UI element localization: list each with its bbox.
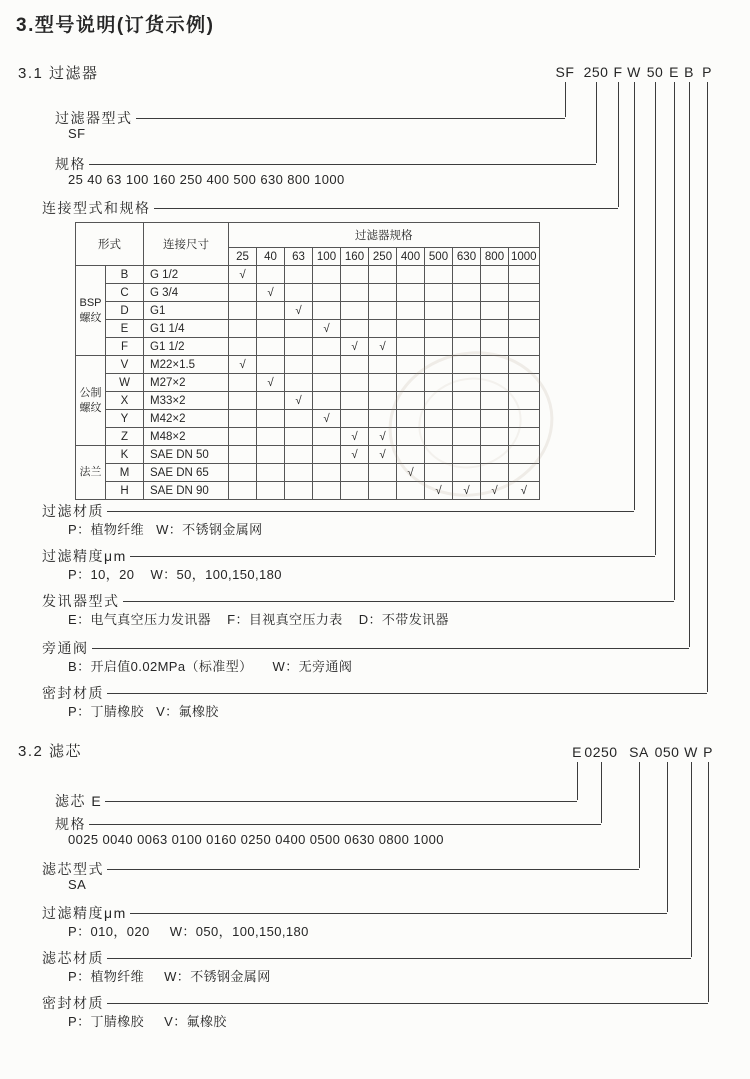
empty-cell xyxy=(341,356,369,374)
leader-line-h xyxy=(105,801,577,802)
item-value: P：植物纤维 W：不锈钢金属网 xyxy=(68,969,271,984)
empty-cell xyxy=(509,284,540,302)
type-letter-cell: M xyxy=(106,464,144,482)
item-label: 滤芯 E xyxy=(55,792,103,809)
empty-cell xyxy=(257,320,285,338)
check-mark-cell: √ xyxy=(229,356,257,374)
connection-size-cell: SAE DN 50 xyxy=(144,446,229,464)
empty-cell xyxy=(313,464,341,482)
item-value: 0025 0040 0063 0100 0160 0250 0400 0500 0630 0800 1000 xyxy=(68,832,444,847)
leader-line-v xyxy=(707,82,708,692)
empty-cell xyxy=(369,356,397,374)
item-value: P：丁腈橡胶 V：氟橡胶 xyxy=(68,1014,227,1029)
empty-cell xyxy=(229,428,257,446)
empty-cell xyxy=(313,446,341,464)
empty-cell xyxy=(425,338,453,356)
empty-cell xyxy=(369,284,397,302)
table-row xyxy=(76,320,540,338)
item-label: 滤芯型式 xyxy=(42,860,104,877)
leader-line-v xyxy=(577,762,578,800)
connection-group-label: BSP螺纹 xyxy=(76,266,106,356)
empty-cell xyxy=(285,464,313,482)
leader-line-v xyxy=(667,762,668,912)
type-letter-cell: D xyxy=(106,302,144,320)
empty-cell xyxy=(229,320,257,338)
model-code-segment: B xyxy=(684,64,694,80)
empty-cell xyxy=(369,302,397,320)
empty-cell xyxy=(341,284,369,302)
type-letter-cell: K xyxy=(106,446,144,464)
leader-line-h xyxy=(154,208,619,209)
empty-cell xyxy=(313,284,341,302)
leader-line-v xyxy=(674,82,675,600)
item-value: 25 40 63 100 160 250 400 500 630 800 1000 xyxy=(68,172,345,187)
check-mark-cell: √ xyxy=(229,266,257,284)
s1-item-seal-material xyxy=(42,684,707,701)
type-letter-cell: H xyxy=(106,482,144,500)
type-letter-cell: V xyxy=(106,356,144,374)
s1-item-filtration-accuracy xyxy=(42,547,655,564)
empty-cell xyxy=(453,302,481,320)
empty-cell xyxy=(313,482,341,500)
item-value: SA xyxy=(68,877,87,892)
section1-heading: 3.1 过滤器 xyxy=(18,65,99,82)
item-label: 规格 xyxy=(55,815,86,832)
leader-line-v xyxy=(601,762,602,823)
empty-cell xyxy=(397,320,425,338)
empty-cell xyxy=(229,338,257,356)
item-label: 规格 xyxy=(55,155,86,172)
check-mark-cell: √ xyxy=(369,428,397,446)
empty-cell xyxy=(285,320,313,338)
item-label: 发讯器型式 xyxy=(42,592,120,609)
empty-cell xyxy=(341,302,369,320)
model-code-segment: SA xyxy=(629,744,649,760)
empty-cell xyxy=(453,266,481,284)
leader-line-h xyxy=(136,118,566,119)
empty-cell xyxy=(509,320,540,338)
leader-line-h xyxy=(107,693,707,694)
check-mark-cell: √ xyxy=(481,482,509,500)
connection-size-cell: M22×1.5 xyxy=(144,356,229,374)
check-mark-cell: √ xyxy=(285,302,313,320)
type-letter-cell: Z xyxy=(106,428,144,446)
check-mark-cell: √ xyxy=(341,428,369,446)
type-letter-cell: E xyxy=(106,320,144,338)
spec-column-header: 630 xyxy=(453,248,481,266)
empty-cell xyxy=(257,302,285,320)
spec-column-header: 160 xyxy=(341,248,369,266)
empty-cell xyxy=(425,266,453,284)
leader-line-h xyxy=(130,556,655,557)
table-row xyxy=(76,266,540,284)
item-label: 过滤器型式 xyxy=(55,109,133,126)
connection-size-cell: M27×2 xyxy=(144,374,229,392)
empty-cell xyxy=(229,374,257,392)
item-label: 过滤精度μm xyxy=(42,904,127,921)
s2-item-seal-material xyxy=(42,994,708,1011)
empty-cell xyxy=(229,482,257,500)
empty-cell xyxy=(229,446,257,464)
type-letter-cell: C xyxy=(106,284,144,302)
empty-cell xyxy=(285,356,313,374)
leader-line-h xyxy=(107,511,634,512)
check-mark-cell: √ xyxy=(313,410,341,428)
filter-spec-header: 过滤器规格 xyxy=(229,223,540,248)
model-code-segment: E xyxy=(572,744,582,760)
check-mark-cell: √ xyxy=(285,392,313,410)
leader-line-h xyxy=(89,824,601,825)
check-mark-cell: √ xyxy=(257,374,285,392)
item-label: 密封材质 xyxy=(42,684,104,701)
spec-column-header: 400 xyxy=(397,248,425,266)
empty-cell xyxy=(481,284,509,302)
empty-cell xyxy=(509,302,540,320)
empty-cell xyxy=(313,356,341,374)
empty-cell xyxy=(369,482,397,500)
item-label: 过滤精度μm xyxy=(42,547,127,564)
empty-cell xyxy=(229,284,257,302)
empty-cell xyxy=(257,410,285,428)
s2-item-element-type xyxy=(42,860,639,877)
empty-cell xyxy=(369,320,397,338)
connection-size-cell: M48×2 xyxy=(144,428,229,446)
model-code-segment: SF xyxy=(555,64,575,80)
empty-cell xyxy=(285,428,313,446)
empty-cell xyxy=(285,482,313,500)
page-title: 3.型号说明(订货示例) xyxy=(16,15,215,36)
empty-cell xyxy=(313,266,341,284)
s2-item-element-code xyxy=(55,792,577,809)
empty-cell xyxy=(313,302,341,320)
empty-cell xyxy=(257,428,285,446)
s1-item-filter-type xyxy=(55,109,565,126)
type-letter-cell: X xyxy=(106,392,144,410)
check-mark-cell: √ xyxy=(341,446,369,464)
empty-cell xyxy=(285,266,313,284)
leader-line-v xyxy=(565,82,566,117)
empty-cell xyxy=(453,320,481,338)
model-code-segment: 0250 xyxy=(584,744,618,760)
empty-cell xyxy=(229,464,257,482)
empty-cell xyxy=(257,464,285,482)
s1-item-bypass-valve xyxy=(42,639,689,656)
item-value: B：开启值0.02MPa（标准型） W：无旁通阀 xyxy=(68,659,353,674)
empty-cell xyxy=(257,338,285,356)
empty-cell xyxy=(313,338,341,356)
leader-line-v xyxy=(689,82,690,647)
empty-cell xyxy=(341,374,369,392)
spec-column-header: 800 xyxy=(481,248,509,266)
empty-cell xyxy=(341,410,369,428)
table-header-row xyxy=(76,223,540,248)
model-code-segment: 50 xyxy=(646,64,664,80)
empty-cell xyxy=(341,320,369,338)
check-mark-cell: √ xyxy=(341,338,369,356)
empty-cell xyxy=(481,266,509,284)
empty-cell xyxy=(369,266,397,284)
empty-cell xyxy=(341,464,369,482)
empty-cell xyxy=(397,284,425,302)
empty-cell xyxy=(341,392,369,410)
connection-group-label: 公制螺纹 xyxy=(76,356,106,446)
model-code-segment: P xyxy=(702,64,712,80)
s2-item-spec xyxy=(55,815,601,832)
item-value: P：植物纤维 W：不锈钢金属网 xyxy=(68,522,263,537)
empty-cell xyxy=(509,266,540,284)
empty-cell xyxy=(313,392,341,410)
empty-cell xyxy=(397,302,425,320)
connection-size-cell: SAE DN 65 xyxy=(144,464,229,482)
leader-line-h xyxy=(89,164,596,165)
check-mark-cell: √ xyxy=(453,482,481,500)
leader-line-h xyxy=(130,913,667,914)
type-letter-cell: Y xyxy=(106,410,144,428)
leader-line-v xyxy=(655,82,656,555)
empty-cell xyxy=(229,392,257,410)
table-row xyxy=(76,284,540,302)
item-label: 旁通阀 xyxy=(42,639,89,656)
model-code-segment: W xyxy=(627,64,641,80)
s1-item-filter-material xyxy=(42,502,634,519)
form-header: 形式 xyxy=(76,223,144,266)
leader-line-v xyxy=(618,82,619,207)
connection-size-cell: SAE DN 90 xyxy=(144,482,229,500)
spec-column-header: 63 xyxy=(285,248,313,266)
connection-size-cell: M42×2 xyxy=(144,410,229,428)
spec-column-header: 25 xyxy=(229,248,257,266)
empty-cell xyxy=(397,338,425,356)
item-value: P：10，20 W：50，100,150,180 xyxy=(68,567,282,582)
type-letter-cell: F xyxy=(106,338,144,356)
table-row xyxy=(76,302,540,320)
item-label: 过滤材质 xyxy=(42,502,104,519)
empty-cell xyxy=(369,464,397,482)
empty-cell xyxy=(285,338,313,356)
s2-item-element-material xyxy=(42,949,691,966)
spec-column-header: 1000 xyxy=(509,248,540,266)
empty-cell xyxy=(481,320,509,338)
leader-line-h xyxy=(107,1003,708,1004)
check-mark-cell: √ xyxy=(425,482,453,500)
connection-size-cell: G 3/4 xyxy=(144,284,229,302)
leader-line-v xyxy=(691,762,692,957)
empty-cell xyxy=(257,356,285,374)
s2-item-filtration-accuracy xyxy=(42,904,667,921)
empty-cell xyxy=(285,284,313,302)
item-label: 连接型式和规格 xyxy=(42,199,151,216)
empty-cell xyxy=(313,374,341,392)
leader-line-v xyxy=(634,82,635,510)
empty-cell xyxy=(257,482,285,500)
model-code-segment: P xyxy=(703,744,713,760)
empty-cell xyxy=(397,266,425,284)
empty-cell xyxy=(229,410,257,428)
check-mark-cell: √ xyxy=(369,446,397,464)
check-mark-cell: √ xyxy=(397,464,425,482)
connection-size-cell: G1 xyxy=(144,302,229,320)
leader-line-v xyxy=(639,762,640,868)
model-code-segment: 050 xyxy=(654,744,680,760)
empty-cell xyxy=(257,392,285,410)
check-mark-cell: √ xyxy=(257,284,285,302)
model-code-segment: F xyxy=(613,64,623,80)
empty-cell xyxy=(369,374,397,392)
item-value: E：电气真空压力发讯器 F：目视真空压力表 D：不带发讯器 xyxy=(68,612,449,627)
connection-size-cell: G 1/2 xyxy=(144,266,229,284)
empty-cell xyxy=(341,482,369,500)
spec-column-header: 250 xyxy=(369,248,397,266)
type-letter-cell: B xyxy=(106,266,144,284)
leader-line-h xyxy=(92,648,690,649)
empty-cell xyxy=(285,410,313,428)
leader-line-h xyxy=(107,958,691,959)
item-label: 滤芯材质 xyxy=(42,949,104,966)
empty-cell xyxy=(257,446,285,464)
check-mark-cell: √ xyxy=(313,320,341,338)
spec-column-header: 40 xyxy=(257,248,285,266)
leader-line-v xyxy=(596,82,597,163)
connection-size-cell: M33×2 xyxy=(144,392,229,410)
type-letter-cell: W xyxy=(106,374,144,392)
s1-item-indicator-type xyxy=(42,592,674,609)
section2-heading: 3.2 滤芯 xyxy=(18,743,83,760)
empty-cell xyxy=(425,320,453,338)
item-value: P：丁腈橡胶 V：氟橡胶 xyxy=(68,704,219,719)
empty-cell xyxy=(313,428,341,446)
connection-size-header: 连接尺寸 xyxy=(144,223,229,266)
empty-cell xyxy=(285,446,313,464)
empty-cell xyxy=(509,338,540,356)
empty-cell xyxy=(425,302,453,320)
leader-line-h xyxy=(107,869,639,870)
empty-cell xyxy=(257,266,285,284)
empty-cell xyxy=(453,284,481,302)
connection-size-cell: G1 1/2 xyxy=(144,338,229,356)
empty-cell xyxy=(341,266,369,284)
check-mark-cell: √ xyxy=(509,482,540,500)
spec-column-header: 100 xyxy=(313,248,341,266)
item-label: 密封材质 xyxy=(42,994,104,1011)
item-value: SF xyxy=(68,126,86,141)
connection-group-label: 法兰 xyxy=(76,446,106,500)
leader-line-h xyxy=(123,601,675,602)
model-code-segment: E xyxy=(669,64,679,80)
empty-cell xyxy=(481,302,509,320)
empty-cell xyxy=(229,302,257,320)
empty-cell xyxy=(425,284,453,302)
item-value: P：010，020 W：050，100,150,180 xyxy=(68,924,309,939)
leader-line-v xyxy=(708,762,709,1002)
s1-item-connection-type xyxy=(42,199,618,216)
connection-size-cell: G1 1/4 xyxy=(144,320,229,338)
model-code-segment: W xyxy=(684,744,698,760)
s1-item-spec xyxy=(55,155,596,172)
model-code-segment: 250 xyxy=(583,64,609,80)
empty-cell xyxy=(285,374,313,392)
check-mark-cell: √ xyxy=(369,338,397,356)
spec-column-header: 500 xyxy=(425,248,453,266)
